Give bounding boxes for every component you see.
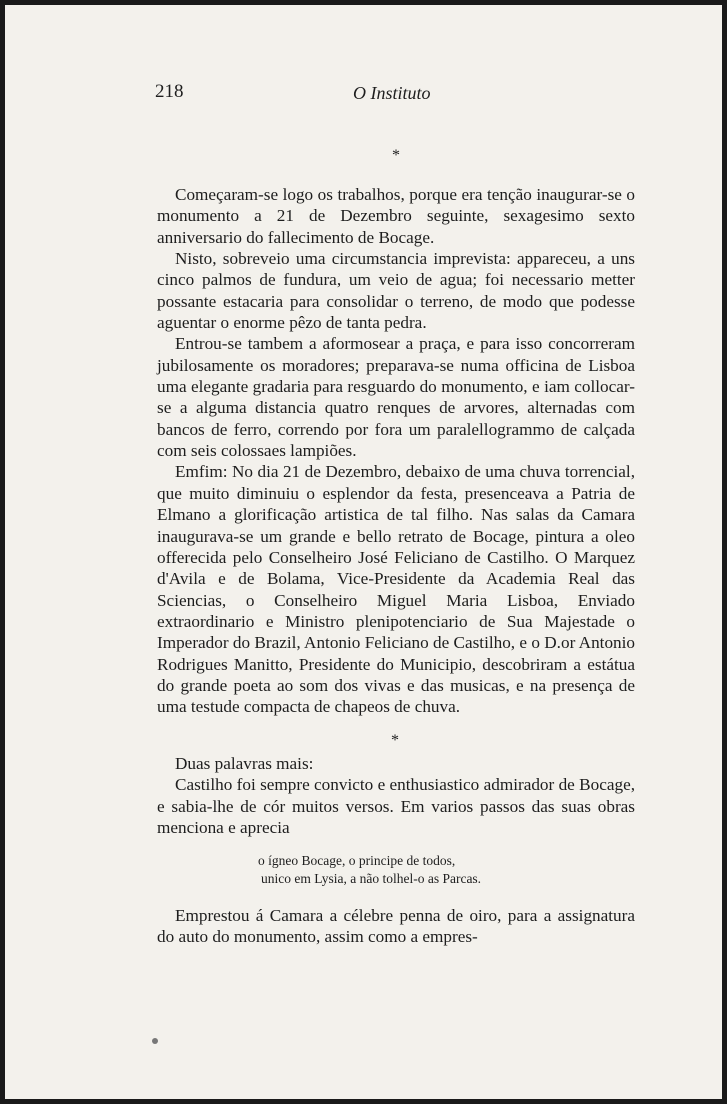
paragraph: Castilho foi sempre convicto e enthusiastico admirador de Bocage, e sabia-lhe de cór muitos versos. Em varios passos das suas obras menciona e aprecia xyxy=(157,775,635,838)
paragraph: Emfim: No dia 21 de Dezembro, debaixo de uma chuva torrencial, que muito diminuiu o esplendor da festa, presenceava a Patria de Elmano a glorificação artistica de tal filho. Nas salas da Camara inaugurava-se um grande e bello retrato de Bocage, pintura a oleo offerecida pelo Conselheiro José Feliciano de Castilho. O Marquez d'Avila e de Bolama, Vice-Presidente da Academia Real das Sciencias, o Conselheiro Miguel Maria Lisboa, Enviado extraordinario e Ministro plenipotenciario de Sua Majestade o Imperador do Brazil, Antonio Feliciano de Castilho, e o D.or Antonio Rodrigues Manitto, Presidente do Municipio, descobriram a estátua do grande poeta ao som dos vivas e das musicas, e na presença de uma testude compacta de chapeos de chuva. xyxy=(157,462,635,717)
section-ornament-1: * xyxy=(392,147,400,164)
paragraph: Emprestou á Camara a célebre penna de oiro, para a assignatura do auto do monumento, assim como a empres- xyxy=(157,906,635,947)
paragraph: Começaram-se logo os trabalhos, porque era tenção inaugurar-se o monumento a 21 de Dezembro seguinte, sexagesimo sexto anniversario do fallecimento de Bocage. xyxy=(157,185,635,247)
text-block-1 xyxy=(157,184,635,718)
paragraph: Nisto, sobreveio uma circumstancia imprevista: appareceu, a uns cinco palmos de fundura, um veio de agua; foi necessario metter possante estacaria para consolidar o terreno, de modo que podesse aguentar o enorme pêzo de tanta pedra. xyxy=(157,249,635,333)
running-title: O Instituto xyxy=(353,83,431,103)
section-ornament-2: * xyxy=(391,732,399,749)
paragraph: Entrou-se tambem a aformosear a praça, e para isso concorreram jubilosamente os moradores; preparava-se numa officina de Lisboa uma elegante gradaria para resguardo do monumento, e iam collocar-se a alguma distancia quatro renques de arvores, alternadas com bancos de ferro, correndo por fora um paralellogrammo de calçada com seis colossaes lampiões. xyxy=(157,334,635,461)
page-number: 218 xyxy=(155,81,184,102)
verse-quote xyxy=(258,852,481,888)
verse-line: unico em Lysia, a não tolhel-o as Parcas. xyxy=(261,871,482,886)
paragraph: Duas palavras mais: xyxy=(175,754,314,773)
text-block-3 xyxy=(157,905,635,948)
verse-line: o ígneo Bocage, o principe de todos, xyxy=(258,853,456,868)
book-page xyxy=(5,5,722,1099)
ink-speck xyxy=(152,1038,158,1044)
page-header xyxy=(5,81,722,111)
text-block-2 xyxy=(157,753,635,838)
